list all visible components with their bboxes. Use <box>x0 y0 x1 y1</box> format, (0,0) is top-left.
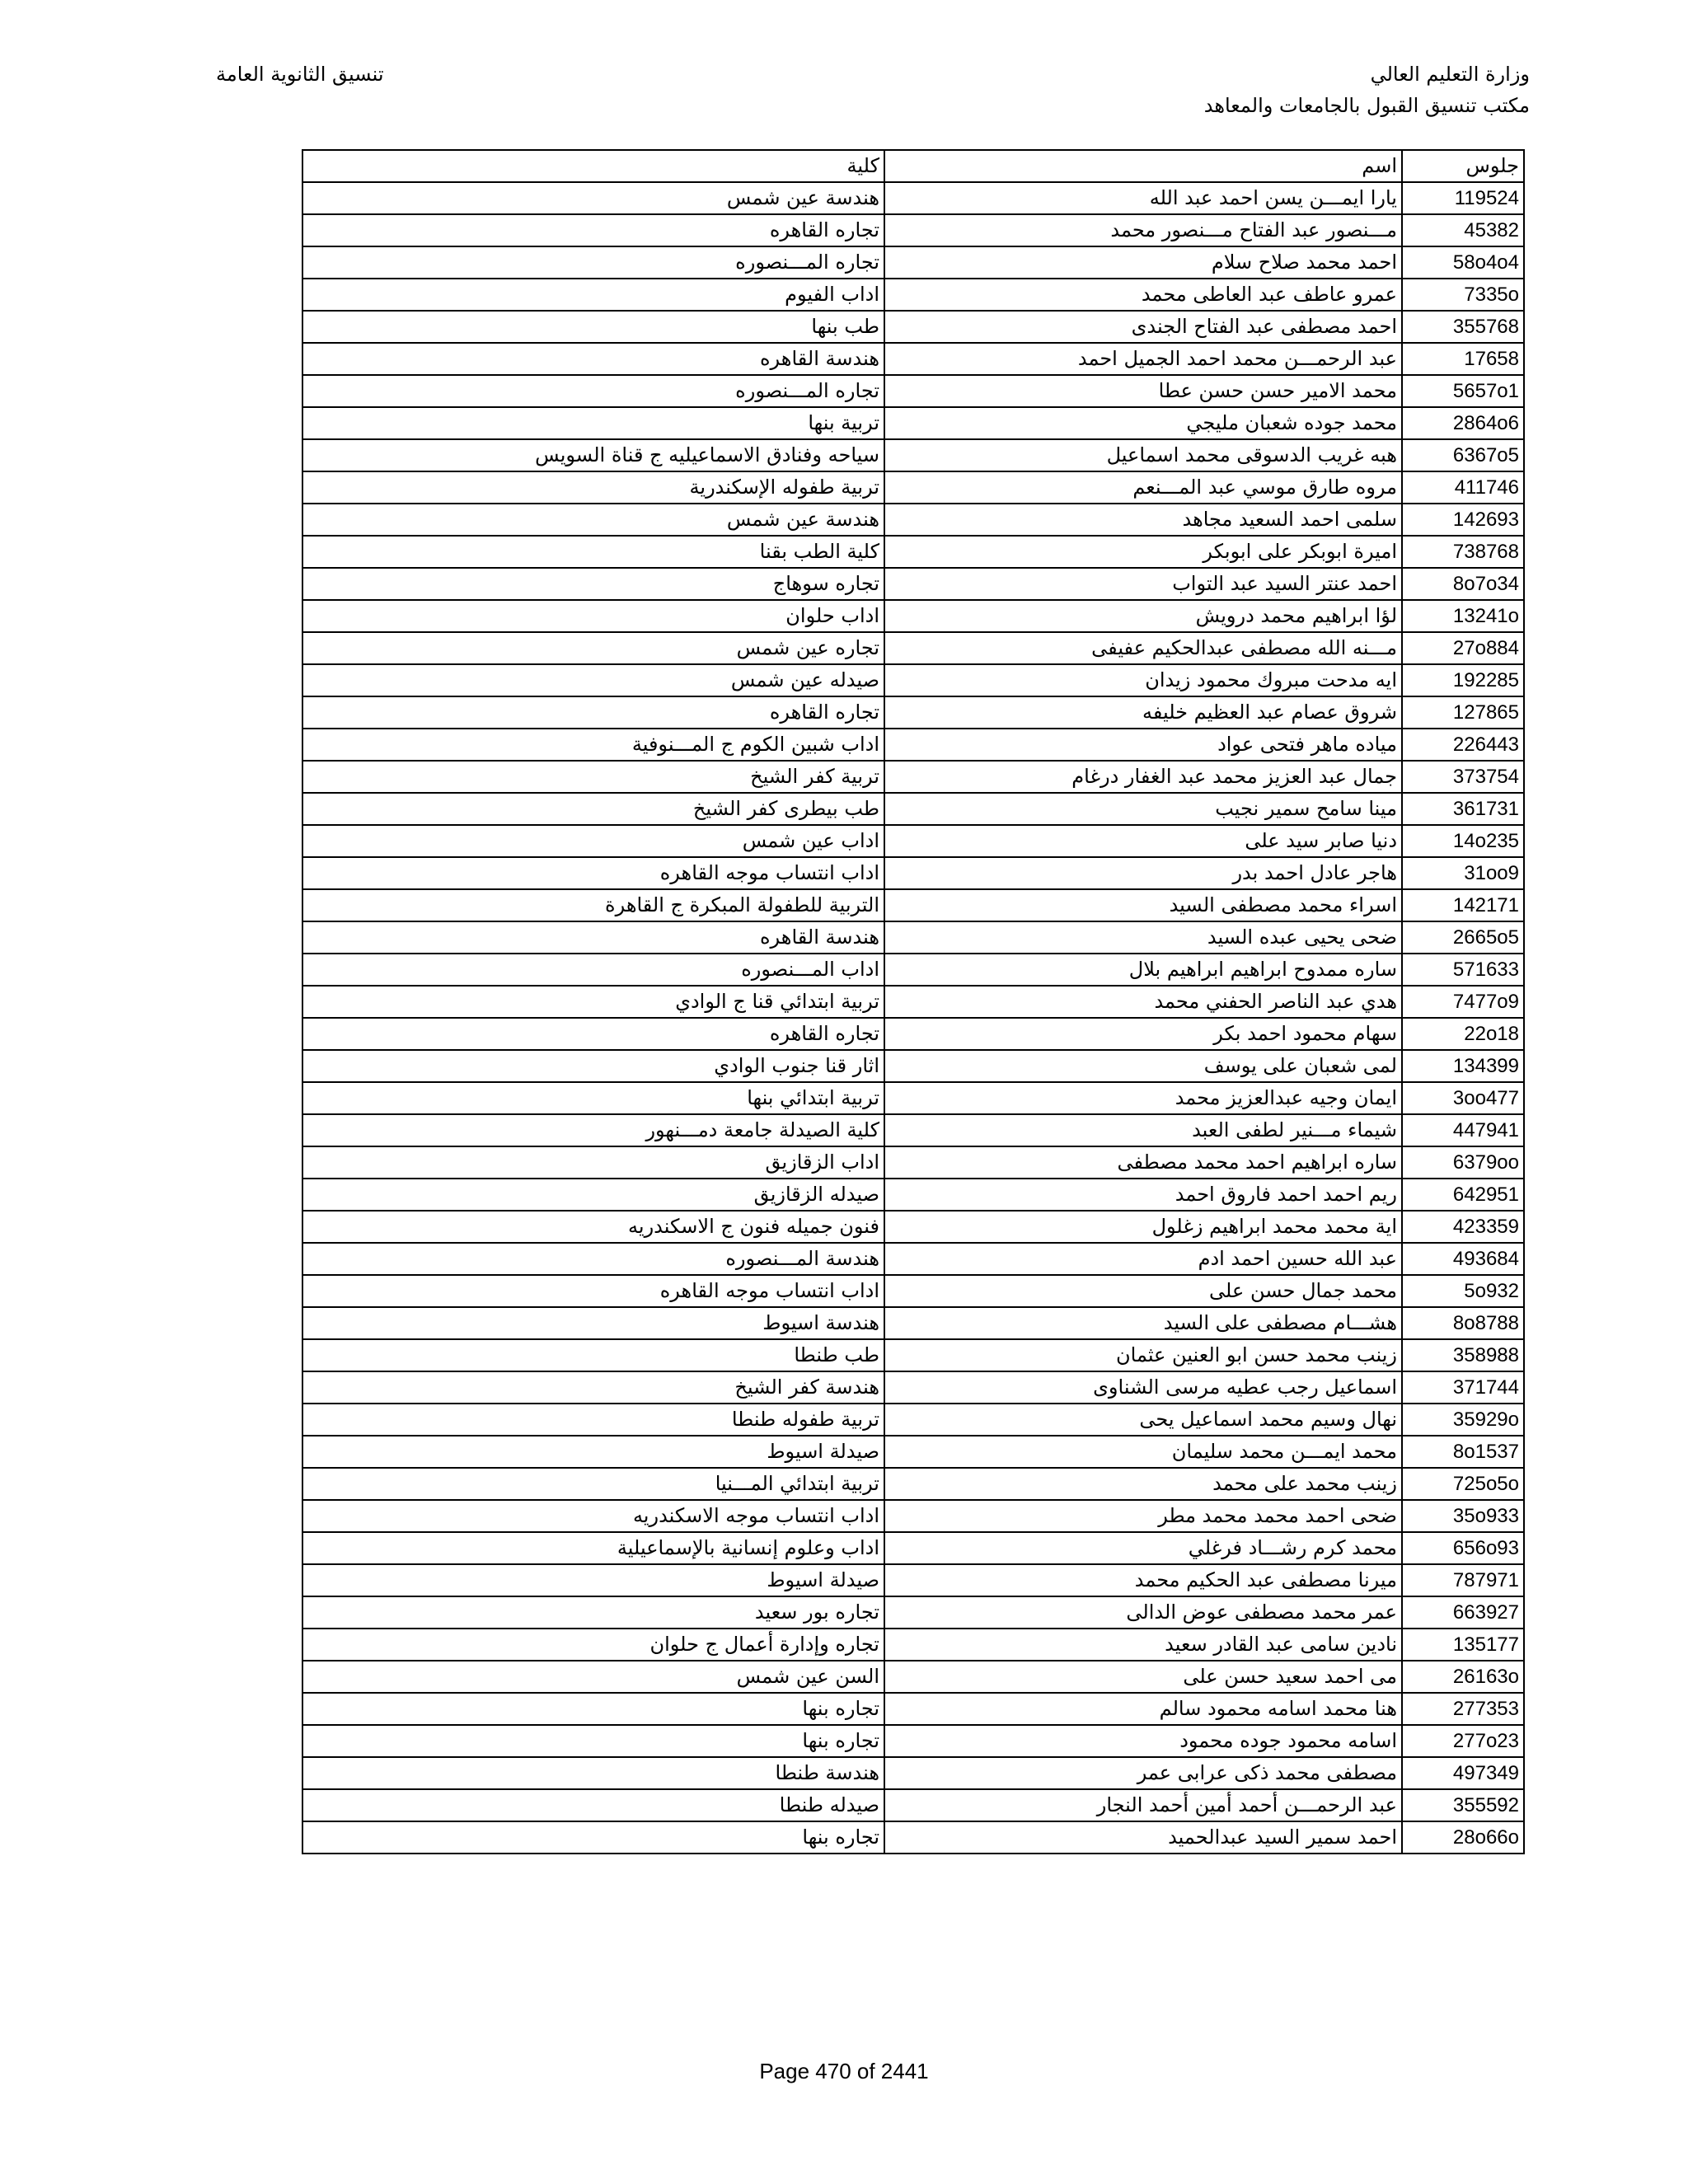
seat-cell: 135177 <box>1402 1629 1524 1661</box>
seat-cell: 656o93 <box>1402 1532 1524 1564</box>
college-cell: تربية كفر الشيخ <box>302 761 884 793</box>
name-cell: سلمى احمد السعيد مجاهد <box>884 504 1402 536</box>
name-cell: مروه طارق موسي عبد المـــنعم <box>884 471 1402 504</box>
college-cell: تربية ابتدائي قنا ج الوادي <box>302 986 884 1018</box>
name-cell: محمد جوده شعبان مليجي <box>884 407 1402 439</box>
name-cell: شروق عصام عبد العظيم خليفه <box>884 696 1402 729</box>
seat-cell: 2864o6 <box>1402 407 1524 439</box>
name-cell: عبد الرحمـــن محمد احمد الجميل احمد <box>884 343 1402 375</box>
table-row <box>302 279 1524 311</box>
name-cell: مـــنه الله مصطفى عبدالحكيم عفيفى <box>884 632 1402 664</box>
name-cell: مـــنصور عبد الفتاح مـــنصور محمد <box>884 214 1402 246</box>
college-cell: تجاره بنها <box>302 1693 884 1725</box>
college-cell: تجاره القاهره <box>302 214 884 246</box>
name-cell: عمرو عاطف عبد العاطى محمد <box>884 279 1402 311</box>
name-cell: ساره ممدوح ابراهيم ابراهيم بلال <box>884 954 1402 986</box>
seat-cell: 31oo9 <box>1402 857 1524 889</box>
name-cell: لمى شعبان على يوسف <box>884 1050 1402 1082</box>
table-row <box>302 632 1524 664</box>
college-cell: اداب انتساب موجه الاسكندريه <box>302 1500 884 1532</box>
name-cell: ايمان وجيه عبدالعزيز محمد <box>884 1082 1402 1114</box>
seat-cell: 5657o1 <box>1402 375 1524 407</box>
seat-cell: 361731 <box>1402 793 1524 825</box>
table-row <box>302 1500 1524 1532</box>
name-cell: زينب محمد حسن ابو العنين عثمان <box>884 1339 1402 1371</box>
table-row <box>302 729 1524 761</box>
college-cell: هندسة كفر الشيخ <box>302 1371 884 1404</box>
college-cell: هندسة عين شمس <box>302 504 884 536</box>
college-cell: اداب الفيوم <box>302 279 884 311</box>
college-cell: تربية ابتدائي المـــنيا <box>302 1468 884 1500</box>
college-cell: تجاره وإدارة أعمال ج حلوان <box>302 1629 884 1661</box>
college-cell: السن عين شمس <box>302 1661 884 1693</box>
table-row <box>302 1532 1524 1564</box>
college-cell: فنون جميله فنون ج الاسكندريه <box>302 1211 884 1243</box>
college-cell: اداب انتساب موجه القاهره <box>302 1275 884 1307</box>
seat-cell: 13241o <box>1402 600 1524 632</box>
college-cell: اداب انتساب موجه القاهره <box>302 857 884 889</box>
name-cell: اسراء محمد مصطفى السيد <box>884 889 1402 921</box>
table-row <box>302 1596 1524 1629</box>
table-row <box>302 439 1524 471</box>
name-cell: مينا سامح سمير نجيب <box>884 793 1402 825</box>
ministry-title: وزارة التعليم العالي <box>1370 63 1530 86</box>
table-header-row <box>302 150 1524 182</box>
seat-cell: 226443 <box>1402 729 1524 761</box>
seat-cell: 134399 <box>1402 1050 1524 1082</box>
table-row <box>302 1211 1524 1243</box>
seat-cell: 423359 <box>1402 1211 1524 1243</box>
seat-cell: 28o66o <box>1402 1821 1524 1854</box>
name-cell: دنيا صابر سيد على <box>884 825 1402 857</box>
college-cell: هندسة المـــنصوره <box>302 1243 884 1275</box>
name-cell: اسامه محمود جوده محمود <box>884 1725 1402 1757</box>
college-cell: تجاره سوهاج <box>302 568 884 600</box>
college-cell: تجاره المـــنصوره <box>302 375 884 407</box>
admissions-table <box>302 149 1525 1854</box>
seat-cell: 119524 <box>1402 182 1524 214</box>
seat-cell: 35o933 <box>1402 1500 1524 1532</box>
table-row <box>302 1243 1524 1275</box>
college-cell: اداب شبين الكوم ج المـــنوفية <box>302 729 884 761</box>
name-cell: سهام محمود احمد بكر <box>884 1018 1402 1050</box>
college-cell: صيدلة اسيوط <box>302 1564 884 1596</box>
seat-cell: 663927 <box>1402 1596 1524 1629</box>
seat-cell: 8o1537 <box>1402 1436 1524 1468</box>
table-row <box>302 1114 1524 1146</box>
name-cell: نهال وسيم محمد اسماعيل يحى <box>884 1404 1402 1436</box>
college-cell: هندسة القاهره <box>302 921 884 954</box>
college-cell: هندسة اسيوط <box>302 1307 884 1339</box>
table-row <box>302 1821 1524 1854</box>
name-cell: محمد كرم رشـــاد فرغلي <box>884 1532 1402 1564</box>
college-cell: طب طنطا <box>302 1339 884 1371</box>
name-cell: اميرة ابوبكر على ابوبكر <box>884 536 1402 568</box>
seat-cell: 358988 <box>1402 1339 1524 1371</box>
seat-cell: 8o7o34 <box>1402 568 1524 600</box>
table-row <box>302 986 1524 1018</box>
table-row <box>302 1050 1524 1082</box>
seat-cell: 27o884 <box>1402 632 1524 664</box>
college-cell: اداب عين شمس <box>302 825 884 857</box>
seat-cell: 17658 <box>1402 343 1524 375</box>
column-header-seat: جلوس <box>1402 150 1524 182</box>
seat-cell: 493684 <box>1402 1243 1524 1275</box>
seat-cell: 58o4o4 <box>1402 246 1524 279</box>
college-cell: تجاره بور سعيد <box>302 1596 884 1629</box>
college-cell: تربية طفوله الإسكندرية <box>302 471 884 504</box>
college-cell: هندسة عين شمس <box>302 182 884 214</box>
table-row <box>302 182 1524 214</box>
table-row <box>302 825 1524 857</box>
name-cell: هنا محمد اسامه محمود سالم <box>884 1693 1402 1725</box>
college-cell: تجاره بنها <box>302 1821 884 1854</box>
seat-cell: 355592 <box>1402 1789 1524 1821</box>
seat-cell: 2665o5 <box>1402 921 1524 954</box>
seat-cell: 738768 <box>1402 536 1524 568</box>
college-cell: صيدله عين شمس <box>302 664 884 696</box>
name-cell: احمد سمير السيد عبدالحميد <box>884 1821 1402 1854</box>
college-cell: اداب الزقازيق <box>302 1146 884 1179</box>
table-row <box>302 1693 1524 1725</box>
name-cell: ريم احمد احمد فاروق احمد <box>884 1179 1402 1211</box>
college-cell: تجاره القاهره <box>302 1018 884 1050</box>
name-cell: اية محمد محمد ابراهيم زغلول <box>884 1211 1402 1243</box>
table-row <box>302 1468 1524 1500</box>
table-row <box>302 536 1524 568</box>
college-cell: صيدلة اسيوط <box>302 1436 884 1468</box>
table-row <box>302 1564 1524 1596</box>
name-cell: ميرنا مصطفى عبد الحكيم محمد <box>884 1564 1402 1596</box>
seat-cell: 35929o <box>1402 1404 1524 1436</box>
seat-cell: 571633 <box>1402 954 1524 986</box>
table-row <box>302 1307 1524 1339</box>
name-cell: احمد عنتر السيد عبد التواب <box>884 568 1402 600</box>
name-cell: عبد الرحمـــن أحمد أمين أحمد النجار <box>884 1789 1402 1821</box>
table-row <box>302 696 1524 729</box>
table-row <box>302 1339 1524 1371</box>
coordination-title: تنسيق الثانوية العامة <box>216 63 384 86</box>
table-row <box>302 1725 1524 1757</box>
seat-cell: 447941 <box>1402 1114 1524 1146</box>
college-cell: صيدله الزقازيق <box>302 1179 884 1211</box>
table-row <box>302 1404 1524 1436</box>
seat-cell: 142171 <box>1402 889 1524 921</box>
name-cell: احمد محمد صلاح سلام <box>884 246 1402 279</box>
seat-cell: 411746 <box>1402 471 1524 504</box>
name-cell: مى احمد سعيد حسن على <box>884 1661 1402 1693</box>
name-cell: ايه مدحت مبروك محمود زيدان <box>884 664 1402 696</box>
name-cell: محمد جمال حسن على <box>884 1275 1402 1307</box>
name-cell: مصطفى محمد ذكى عرابى عمر <box>884 1757 1402 1789</box>
seat-cell: 127865 <box>1402 696 1524 729</box>
seat-cell: 6379oo <box>1402 1146 1524 1179</box>
seat-cell: 22o18 <box>1402 1018 1524 1050</box>
table-row <box>302 1661 1524 1693</box>
name-cell: هدي عبد الناصر الحفني محمد <box>884 986 1402 1018</box>
column-header-college: كلية <box>302 150 884 182</box>
college-cell: صيدله طنطا <box>302 1789 884 1821</box>
name-cell: عبد الله حسين احمد ادم <box>884 1243 1402 1275</box>
table-row <box>302 600 1524 632</box>
table-row <box>302 1146 1524 1179</box>
name-cell: نادين سامى عبد القادر سعيد <box>884 1629 1402 1661</box>
college-cell: هندسة طنطا <box>302 1757 884 1789</box>
seat-cell: 192285 <box>1402 664 1524 696</box>
table-row <box>302 889 1524 921</box>
college-cell: طب بنها <box>302 311 884 343</box>
name-cell: ساره ابراهيم احمد محمد مصطفى <box>884 1146 1402 1179</box>
table-row <box>302 214 1524 246</box>
table-row <box>302 921 1524 954</box>
seat-cell: 5o932 <box>1402 1275 1524 1307</box>
name-cell: هاجر عادل احمد بدر <box>884 857 1402 889</box>
table-row <box>302 311 1524 343</box>
table-row <box>302 793 1524 825</box>
college-cell: تربية بنها <box>302 407 884 439</box>
table-row <box>302 1757 1524 1789</box>
name-cell: ضحى احمد محمد محمد مطر <box>884 1500 1402 1532</box>
seat-cell: 373754 <box>1402 761 1524 793</box>
column-header-name: اسم <box>884 150 1402 182</box>
seat-cell: 45382 <box>1402 214 1524 246</box>
table-row <box>302 504 1524 536</box>
name-cell: شيماء مـــنير لطفى العبد <box>884 1114 1402 1146</box>
name-cell: ضحى يحيى عبده السيد <box>884 921 1402 954</box>
table-row <box>302 1789 1524 1821</box>
table-row <box>302 1629 1524 1661</box>
table-row <box>302 1018 1524 1050</box>
seat-cell: 14o235 <box>1402 825 1524 857</box>
table-row <box>302 761 1524 793</box>
table-row <box>302 857 1524 889</box>
seat-cell: 26163o <box>1402 1661 1524 1693</box>
name-cell: هشـــام مصطفى على السيد <box>884 1307 1402 1339</box>
college-cell: كلية الصيدلة جامعة دمـــنهور <box>302 1114 884 1146</box>
seat-cell: 497349 <box>1402 1757 1524 1789</box>
college-cell: تجاره بنها <box>302 1725 884 1757</box>
name-cell: مياده ماهر فتحى عواد <box>884 729 1402 761</box>
table-row <box>302 954 1524 986</box>
college-cell: هندسة القاهره <box>302 343 884 375</box>
table-body <box>302 182 1524 1854</box>
table-row <box>302 471 1524 504</box>
name-cell: اسماعيل رجب عطيه مرسى الشناوى <box>884 1371 1402 1404</box>
name-cell: احمد مصطفى عبد الفتاح الجندى <box>884 311 1402 343</box>
college-cell: تربية طفوله طنطا <box>302 1404 884 1436</box>
office-title: مكتب تنسيق القبول بالجامعات والمعاهد <box>1203 94 1530 117</box>
seat-cell: 277o23 <box>1402 1725 1524 1757</box>
table-row <box>302 343 1524 375</box>
seat-cell: 8o8788 <box>1402 1307 1524 1339</box>
name-cell: جمال عبد العزيز محمد عبد الغفار درغام <box>884 761 1402 793</box>
seat-cell: 7477o9 <box>1402 986 1524 1018</box>
college-cell: تربية ابتدائي بنها <box>302 1082 884 1114</box>
table-row <box>302 1275 1524 1307</box>
seat-cell: 355768 <box>1402 311 1524 343</box>
name-cell: محمد الامير حسن حسن عطا <box>884 375 1402 407</box>
table-row <box>302 375 1524 407</box>
college-cell: تجاره القاهره <box>302 696 884 729</box>
page-number: Page 470 of 2441 <box>759 2059 929 2083</box>
seat-cell: 7335o <box>1402 279 1524 311</box>
table-row <box>302 1371 1524 1404</box>
college-cell: اداب المـــنصوره <box>302 954 884 986</box>
college-cell: اداب وعلوم إنسانية بالإسماعيلية <box>302 1532 884 1564</box>
seat-cell: 3oo477 <box>1402 1082 1524 1114</box>
table-row <box>302 568 1524 600</box>
seat-cell: 6367o5 <box>1402 439 1524 471</box>
table-row <box>302 1082 1524 1114</box>
college-cell: التربية للطفولة المبكرة ج القاهرة <box>302 889 884 921</box>
table-row <box>302 664 1524 696</box>
college-cell: كلية الطب بقنا <box>302 536 884 568</box>
seat-cell: 725o5o <box>1402 1468 1524 1500</box>
college-cell: اداب حلوان <box>302 600 884 632</box>
seat-cell: 371744 <box>1402 1371 1524 1404</box>
name-cell: زينب محمد على محمد <box>884 1468 1402 1500</box>
seat-cell: 142693 <box>1402 504 1524 536</box>
college-cell: اثار قنا جنوب الوادي <box>302 1050 884 1082</box>
table-row <box>302 1436 1524 1468</box>
college-cell: تجاره المـــنصوره <box>302 246 884 279</box>
table-row <box>302 407 1524 439</box>
college-cell: سياحه وفنادق الاسماعيليه ج قناة السويس <box>302 439 884 471</box>
name-cell: يارا ايمـــن يسن احمد عبد الله <box>884 182 1402 214</box>
college-cell: طب بيطرى كفر الشيخ <box>302 793 884 825</box>
name-cell: محمد ايمـــن محمد سليمان <box>884 1436 1402 1468</box>
seat-cell: 277353 <box>1402 1693 1524 1725</box>
college-cell: تجاره عين شمس <box>302 632 884 664</box>
name-cell: هبه غريب الدسوقى محمد اسماعيل <box>884 439 1402 471</box>
name-cell: لؤا ابراهيم محمد درويش <box>884 600 1402 632</box>
table-row <box>302 1179 1524 1211</box>
table-row <box>302 246 1524 279</box>
seat-cell: 642951 <box>1402 1179 1524 1211</box>
name-cell: عمر محمد مصطفى عوض الدالى <box>884 1596 1402 1629</box>
seat-cell: 787971 <box>1402 1564 1524 1596</box>
